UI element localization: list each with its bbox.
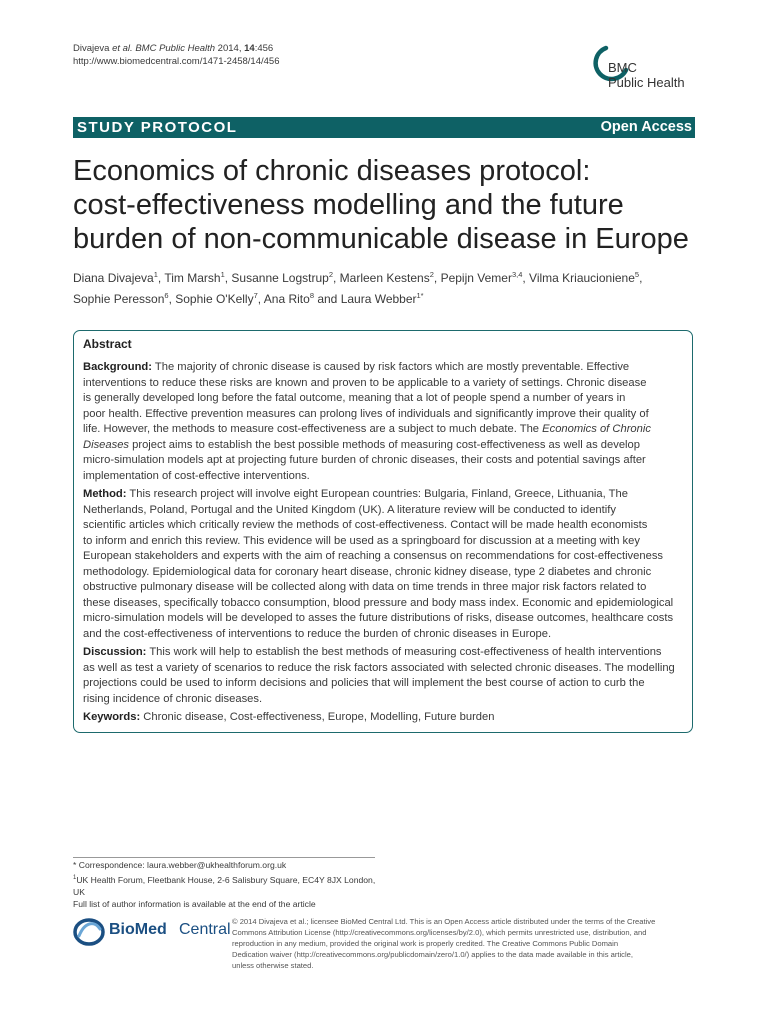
abstract-discussion: Discussion: This work will help to establish the best methods of measuring cost-effectiveness of health interventions as well as test a variety of scenarios to reduce the risk factors associated with selected chronic diseases. The modelling projections could be used to inform decisions and policies that will implement the best course of action to curb the rising incidence of chronic diseases. [83,646,675,705]
journal-logo-line1: BMC [608,60,637,75]
journal-logo-line2: Public Health [608,75,685,90]
abstract-box [73,330,693,733]
section-label: Background: [83,361,152,373]
correspondence-footnote [73,859,375,911]
logo-text-regular: Central [179,921,231,938]
license-statement: © 2014 Divajeva et al.; licensee BioMed Central Ltd. This is an Open Access article distributed under the terms of the Creative Commons Attribution License (http://creativecommons.org/licenses/by/2.0), which permits unrestricted use, distribution, and reproduction in any medium, provided the original work is properly credited. The Creative Commons Public Domain Dedication waiver (http://creativecommons.org/publicdomain/zero/1.0/) applies to the data made available in this article, unless otherwise stated. [232,917,656,970]
title-line: Economics of chronic diseases protocol: [73,155,591,187]
biomed-central-logo [73,915,231,949]
correspondence-address-cont: UK [73,886,85,897]
author: Ana Rito$^8$ and [263,291,341,306]
project-name: Economics of Chronic [542,423,651,435]
citation-year: 2014, [215,43,245,54]
article-title [73,154,713,256]
section-label: Method: [83,488,127,500]
citation-journal: et al. BMC Public Health [112,43,216,54]
author-line-2 [73,287,693,308]
author: Vilma Kriaucioniene$^5$, [529,270,643,285]
author: Pepijn Vemer$^{3,4}$, [440,270,530,285]
abstract-heading: Abstract [83,337,132,351]
title-line: cost-effectiveness modelling and the future [73,189,624,221]
article-type-label: STUDY PROTOCOL [77,119,238,136]
author: Sophie O'Kelly$^7$, [175,291,264,306]
author: Marleen Kestens$^2$, [339,270,441,285]
biomed-central-swirl-icon [73,917,105,947]
citation-volume: 14 [244,43,255,54]
project-name: Diseases [83,438,130,451]
citation-article: :456 [254,43,274,54]
logo-text-bold: BioMed [109,921,167,938]
open-access-label: Open Access [600,119,692,135]
article-url[interactable]: http://www.biomedcentral.com/1471-2458/14/456 [73,56,280,67]
citation-authors: Divajeva [73,43,113,54]
author: Sophie Peresson$^6$, [73,291,176,306]
abstract-background: Background: The majority of chronic disease is caused by risk factors which are mostly preventable. Effective interventions to reduce these risks are known and proven to be applicable to a variety of settings. Chronic disease is generally developed long before the fatal outcome, meaning that a lot of people spend a number of years in poor health. Effective prevention measures can prolong lives of individuals and significantly improve their quality of life. However, the methods to measure cost-effectiveness are a subject to much debate. The Economics of Chronic Diseases project aims to establish the best possible methods of measuring cost-effectiveness as well as develop micro-simulation models apt at projecting future burden of chronic diseases, their costs and potential savings after implementation of cost-effective interventions. [83,361,651,482]
abstract-method: Method: This research project will involve eight European countries: Bulgaria, Finland, Greece, Lithuania, The Netherlands, Poland, Portugal and the United Kingdom (UK). A literature review will be conducted to identify scientific articles which critically review the methods of cost-effectiveness. Contact will be made health economists to inform and enrich this review. This evidence will be used as a springboard for discussion at a meeting with key European stakeholders and experts with the aim of reaching a consensus on recommendations for cost-effectiveness methodology. Epidemiological data for coronary heart disease, chronic kidney disease, type 2 diabetes and chronic obstructive pulmonary disease will be collected along with data on time trends in three major risk factors related to these diseases, specifically tobacco consumption, blood pressure and body mass index. Economic and epidemiological micro-simulation models will be developed to asses the future distributions of risks, disease outcomes, healthcare costs and the cost-effectiveness of interventions to reduce the burden of chronic diseases in Europe. [83,488,674,640]
journal-logo [592,42,702,92]
correspondence-email[interactable]: * Correspondence: laura.webber@ukhealthforum.org.uk [73,860,287,870]
citation-line [73,42,280,55]
section-label: Discussion: [83,646,147,658]
title-line: burden of non-communicable disease in Europe [73,223,689,255]
author: Laura Webber$^{1*}$ [340,291,424,306]
author: Diana Divajeva$^1$, [73,270,165,285]
author-line-1 [73,266,693,287]
abstract-body [83,360,683,729]
correspondence-address: $^1$UK Health Forum, Fleetbank House, 2-6 Salisbury Square, EC4Y 8JX London, [73,874,376,885]
section-label: Keywords: [83,711,141,723]
author: Susanne Logstrup$^2$, [231,270,340,285]
article-type-banner [73,117,695,138]
abstract-keywords: Keywords: Chronic disease, Cost-effectiveness, Europe, Modelling, Future burden [83,711,495,723]
header-citation [73,42,280,68]
author-info-note: Full list of author information is available at the end of the article [73,899,316,910]
author: Tim Marsh$^1$, [164,270,232,285]
footnote-divider [73,857,375,858]
author-list [73,266,693,308]
